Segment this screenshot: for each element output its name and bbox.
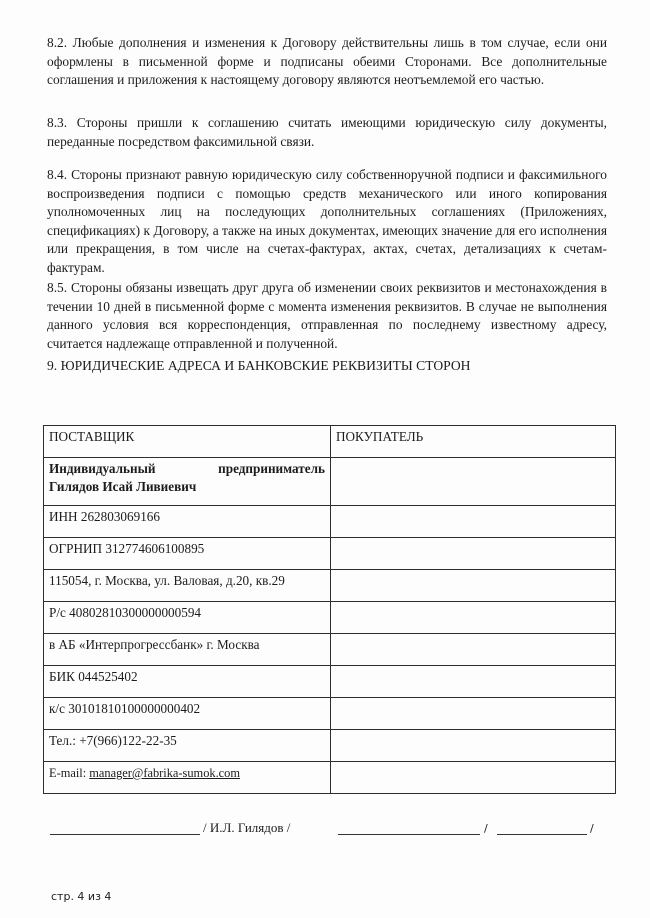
buyer-signature-line	[338, 834, 480, 835]
buyer-corr-account	[331, 698, 616, 730]
clause-8-2: 8.2. Любые дополнения и изменения к Договору действительны лишь в том случае, если они оформлены в письменной форме и подписаны обеими Сторонами. Все дополнительные соглашения и приложения к настоящему договору являются неотъемлемой его частью.	[47, 35, 607, 88]
table-row	[44, 602, 616, 634]
supplier-signature-line	[50, 834, 200, 835]
supplier-title-word-1: Индивидуальный	[49, 461, 156, 476]
table-row	[44, 458, 616, 506]
supplier-bik: БИК 044525402	[44, 666, 331, 698]
table-row	[44, 506, 616, 538]
clause-8-3: 8.3. Стороны пришли к соглашению считать имеющими юридическую силу документы, переданные посредством факсимильной связи.	[47, 115, 607, 149]
table-row	[44, 570, 616, 602]
requisites-table	[43, 425, 616, 794]
email-link[interactable]: manager@fabrika-sumok.com	[89, 766, 241, 780]
clause-8-4: 8.4. Стороны признают равную юридическую силу собственноручной подписи и факсимильного воспроизведения подписи с помощью средств механического или иного копирования уполномоченных лиц на последующих дополнительных соглашениях (Приложениях, спецификациях) к Договору, а также на иных документах, имеющих значение для его исполнения или прекращения, в том числе на счетах-фактурах, актах, счетах, детализациях к счетам-фактурам.	[47, 167, 607, 275]
buyer-bank	[331, 634, 616, 666]
table-row	[44, 538, 616, 570]
supplier-name-line-2: Гилядов Исай Ливиевич	[49, 479, 197, 494]
buyer-email-cell	[331, 762, 616, 794]
supplier-name-line-1	[49, 460, 325, 478]
table-row	[44, 762, 616, 794]
supplier-inn: ИНН 262803069166	[44, 506, 331, 538]
table-row	[44, 730, 616, 762]
buyer-address	[331, 570, 616, 602]
supplier-title-word-2: предприниматель	[218, 461, 325, 476]
supplier-address: 115054, г. Москва, ул. Валовая, д.20, кв.29	[44, 570, 331, 602]
table-header-row	[44, 426, 616, 458]
buyer-bik	[331, 666, 616, 698]
supplier-corr-account: к/с 30101810100000000402	[44, 698, 331, 730]
supplier-header: ПОСТАВЩИК	[44, 426, 331, 458]
table-row	[44, 698, 616, 730]
supplier-phone: Тел.: +7(966)122-22-35	[44, 730, 331, 762]
supplier-account: Р/с 40802810300000000594	[44, 602, 331, 634]
supplier-name-cell	[44, 458, 331, 506]
table-row	[44, 666, 616, 698]
buyer-ogrn	[331, 538, 616, 570]
section-9-heading: 9. ЮРИДИЧЕСКИЕ АДРЕСА И БАНКОВСКИЕ РЕКВИЗИТЫ СТОРОН	[47, 358, 471, 373]
supplier-signature-name: / И.Л. Гилядов /	[203, 820, 291, 835]
email-label: E-mail:	[49, 766, 90, 780]
table-row	[44, 634, 616, 666]
buyer-inn	[331, 506, 616, 538]
buyer-name-line	[497, 834, 587, 835]
buyer-phone	[331, 730, 616, 762]
buyer-account	[331, 602, 616, 634]
supplier-ogrnip: ОГРНИП 312774606100895	[44, 538, 331, 570]
supplier-bank: в АБ «Интерпрогрессбанк» г. Москва	[44, 634, 331, 666]
page-number: стр. 4 из 4	[51, 890, 112, 903]
signature-slash: /	[590, 822, 594, 835]
signature-slash: /	[484, 822, 488, 835]
clause-8-5: 8.5. Стороны обязаны извещать друг друга об изменении своих реквизитов и местонахождения в течении 10 дней в письменной форме с момента изменения реквизитов. В случае не выполнения данного условия вся корреспонденция, отправленная по последнему известному адресу, считается надлежаще отправленной и полученной.	[47, 280, 607, 351]
supplier-email-cell	[44, 762, 331, 794]
buyer-header: ПОКУПАТЕЛЬ	[331, 426, 616, 458]
buyer-name-cell	[331, 458, 616, 506]
